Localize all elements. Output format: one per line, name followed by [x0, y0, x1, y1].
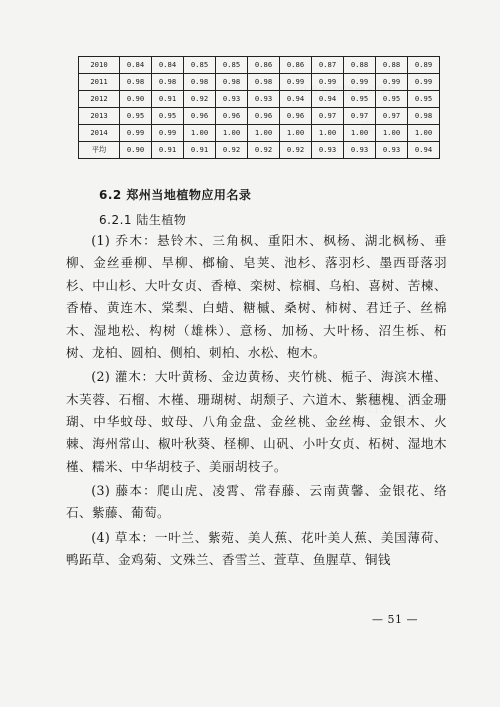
table-cell: 0.92: [280, 142, 312, 159]
table-cell-year: 2011: [79, 74, 120, 91]
table-cell: 0.96: [248, 108, 280, 125]
table-row: [79, 57, 440, 74]
table-cell: 0.98: [216, 74, 248, 91]
table-cell: 0.96: [216, 108, 248, 125]
table-cell: 0.92: [216, 142, 248, 159]
table-cell: 1.00: [280, 125, 312, 142]
table-cell-year: 2010: [79, 57, 120, 74]
table-cell: 0.93: [344, 142, 376, 159]
table-cell: 0.94: [312, 91, 344, 108]
paragraph-trees: (1) 乔木：悬铃木、三角枫、重阳木、枫杨、湖北枫杨、垂柳、金丝垂柳、旱柳、榔榆、皂荚、池杉、落羽杉、墨西哥落羽杉、中山杉、大叶女贞、香樟、栾树、棕榈、乌桕、喜树、苦楝、香椿、黄连木、棠梨、白蜡、糖槭、桑树、柿树、君迁子、丝棉木、湿地松、构树（雄株）、意杨、加杨、大叶杨、沼生栎、柘树、龙柏、圆柏、侧柏、刺柏、水松、枹木。: [66, 233, 447, 361]
table-cell: 0.95: [120, 108, 152, 125]
table-row: [79, 74, 440, 91]
table-cell-year: 2012: [79, 91, 120, 108]
table-cell: 0.85: [184, 57, 216, 74]
table-cell: 0.97: [312, 108, 344, 125]
paragraph-shrubs: (2) 灌木：大叶黄杨、金边黄杨、夹竹桃、栀子、海滨木槿、木芙蓉、石榴、木槿、珊瑚树、胡颓子、六道木、紫穗槐、洒金珊瑚、中华蚊母、蚊母、八角金盘、金丝桃、金丝梅、金银木、火棘、海州常山、椒叶秋葵、柽柳、山矾、小叶女贞、柘树、湿地木槿、糯米、中华胡枝子、美丽胡枝子。: [66, 369, 447, 474]
table-cell: 0.93: [312, 142, 344, 159]
table-cell: 1.00: [408, 125, 440, 142]
table-cell: 0.96: [280, 108, 312, 125]
table-row: [79, 108, 440, 125]
table-cell: 0.91: [184, 142, 216, 159]
subsection-heading: 6.2.1 陆生植物: [99, 213, 187, 227]
paragraph-herbs: (4) 草本：一叶兰、紫菀、美人蕉、花叶美人蕉、美国薄荷、鸭跖草、金鸡菊、文殊兰、香雪兰、萱草、鱼腥草、铜钱: [66, 529, 447, 568]
table-cell: 0.99: [408, 74, 440, 91]
table-cell: 0.99: [376, 74, 408, 91]
plant-list-body: [66, 230, 447, 573]
table-row: [79, 142, 440, 159]
table-cell: 0.85: [216, 57, 248, 74]
table-cell: 0.98: [408, 108, 440, 125]
table-cell: 0.90: [120, 91, 152, 108]
table-cell: 0.98: [152, 74, 184, 91]
table-cell: 0.99: [344, 74, 376, 91]
table-cell: 0.99: [280, 74, 312, 91]
table-cell: 0.95: [152, 108, 184, 125]
table-row: [79, 125, 440, 142]
table-cell: 0.84: [120, 57, 152, 74]
table-cell: 0.88: [376, 57, 408, 74]
paragraph-vines: (3) 藤本：爬山虎、凌霄、常春藤、云南黄馨、金银花、络石、紫藤、葡萄。: [66, 483, 447, 521]
table-cell: 0.84: [152, 57, 184, 74]
table-cell-year: 平均: [79, 142, 120, 159]
table-cell: 0.94: [280, 91, 312, 108]
table-cell: 0.94: [408, 142, 440, 159]
table-cell: 1.00: [216, 125, 248, 142]
table-cell: 0.97: [376, 108, 408, 125]
table-cell: 0.95: [408, 91, 440, 108]
table-cell: 0.86: [280, 57, 312, 74]
table-cell: 1.00: [344, 125, 376, 142]
table-body: [79, 57, 440, 159]
table-cell: 0.93: [376, 142, 408, 159]
table-cell: 0.99: [312, 74, 344, 91]
table-cell: 0.91: [152, 142, 184, 159]
table-cell: 0.88: [344, 57, 376, 74]
table-cell: 0.86: [248, 57, 280, 74]
data-table-wrapper: [78, 56, 439, 159]
table-cell: 1.00: [248, 125, 280, 142]
data-table: [78, 56, 440, 159]
table-cell: 0.96: [184, 108, 216, 125]
table-cell: 0.97: [344, 108, 376, 125]
table-cell: 0.99: [152, 125, 184, 142]
table-cell: 0.93: [216, 91, 248, 108]
table-cell: 0.87: [312, 57, 344, 74]
page-number: — 51 —: [372, 613, 418, 626]
table-cell: 0.91: [152, 91, 184, 108]
table-cell: 0.93: [248, 91, 280, 108]
table-cell: 0.99: [120, 125, 152, 142]
table-cell: 1.00: [184, 125, 216, 142]
table-cell: 0.98: [120, 74, 152, 91]
table-cell: 1.00: [312, 125, 344, 142]
table-cell-year: 2014: [79, 125, 120, 142]
table-cell: 0.98: [184, 74, 216, 91]
table-cell: 0.92: [184, 91, 216, 108]
table-row: [79, 91, 440, 108]
section-heading: 6.2 郑州当地植物应用名录: [99, 188, 252, 202]
table-cell: 0.95: [344, 91, 376, 108]
table-cell: 0.98: [248, 74, 280, 91]
table-cell: 0.92: [248, 142, 280, 159]
table-cell: 0.89: [408, 57, 440, 74]
table-cell: 0.95: [376, 91, 408, 108]
table-cell: 0.90: [120, 142, 152, 159]
table-cell-year: 2013: [79, 108, 120, 125]
table-cell: 1.00: [376, 125, 408, 142]
